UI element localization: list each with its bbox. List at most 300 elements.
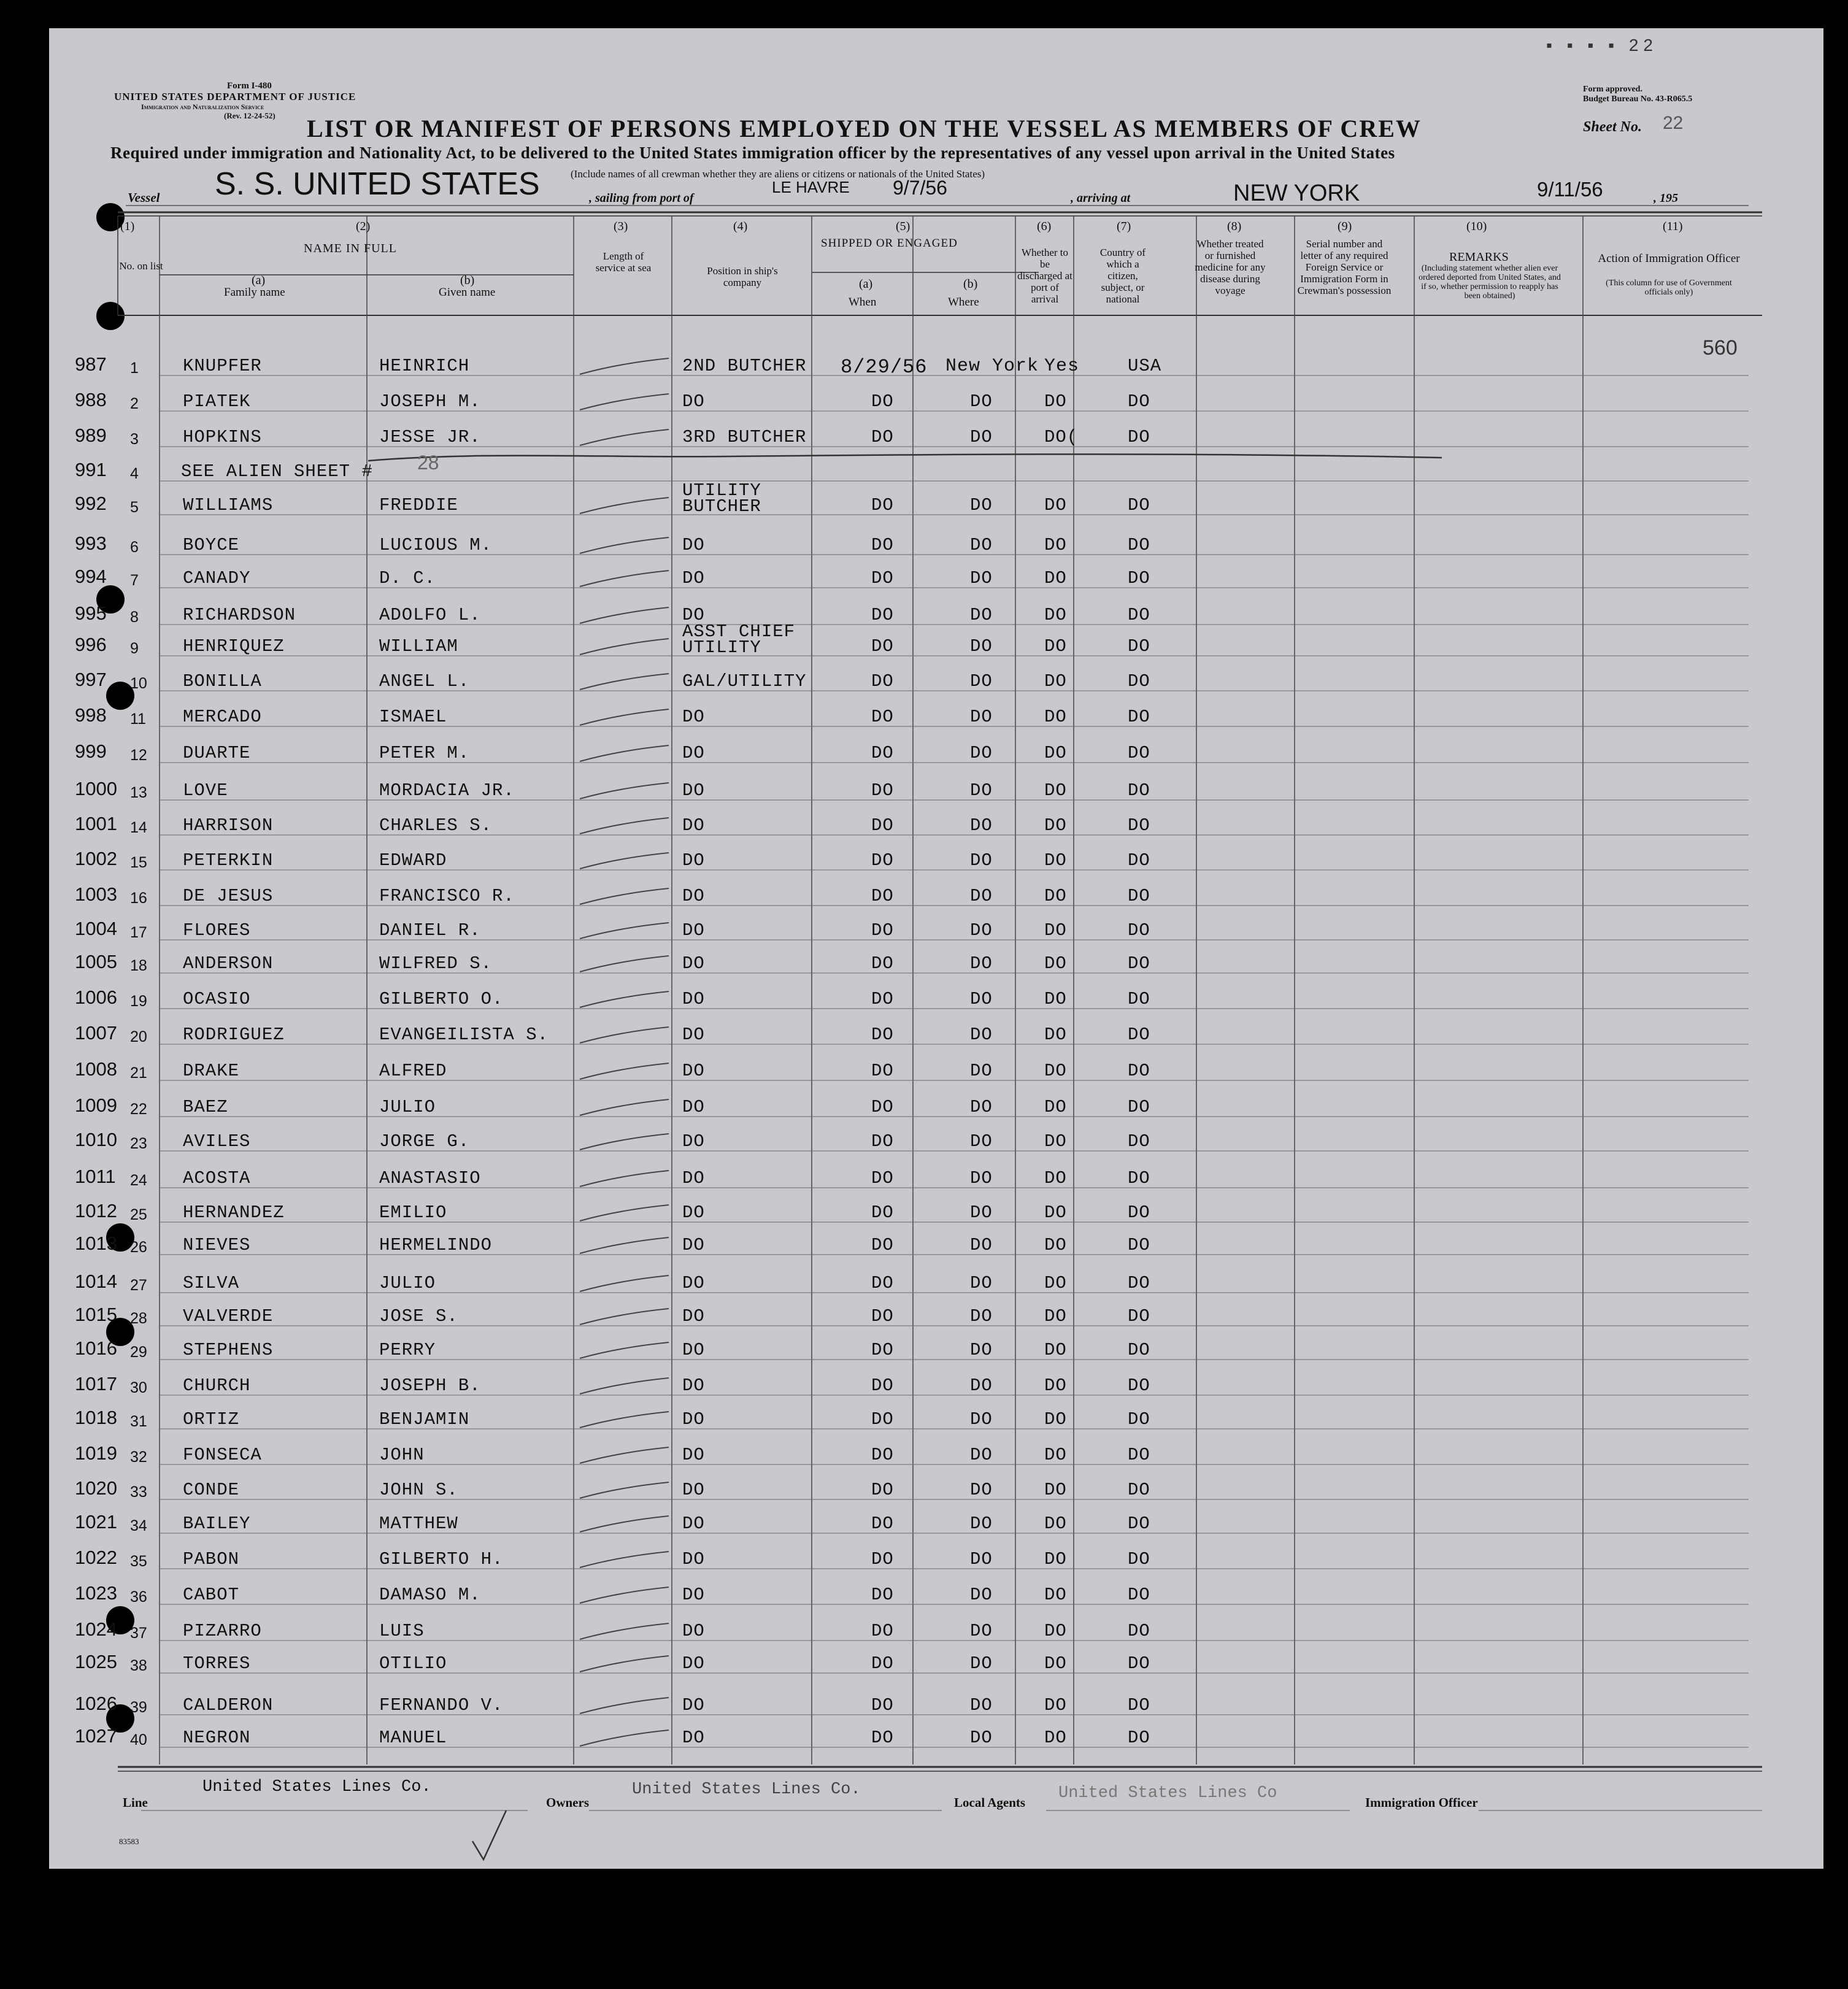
citizenship-country: DO bbox=[1128, 1728, 1150, 1748]
service-tick-mark bbox=[580, 571, 669, 587]
citizenship-country: DO bbox=[1128, 1273, 1150, 1293]
col5-number: (5) bbox=[896, 220, 911, 233]
citizenship-country: DO bbox=[1128, 1409, 1150, 1429]
shipped-when: DO bbox=[871, 1375, 894, 1396]
family-name: PABON bbox=[183, 1549, 240, 1569]
table-grid bbox=[49, 28, 1823, 1869]
position: 2ND BUTCHER bbox=[682, 356, 807, 376]
citizenship-country: DO bbox=[1128, 1168, 1150, 1188]
position: DO bbox=[682, 1306, 705, 1326]
crew-sequence-number: 996 bbox=[75, 634, 107, 655]
discharged-status: DO bbox=[1044, 920, 1067, 941]
given-name: JULIO bbox=[379, 1097, 436, 1117]
service-tick-mark bbox=[580, 1205, 669, 1221]
position: DO bbox=[682, 780, 705, 801]
col5b-letter: (b) bbox=[963, 277, 978, 291]
family-name: SILVA bbox=[183, 1273, 240, 1293]
given-name: DAMASO M. bbox=[379, 1585, 481, 1605]
given-name: D. C. bbox=[379, 568, 436, 588]
given-name: FRANCISCO R. bbox=[379, 886, 515, 906]
discharged-status: DO bbox=[1044, 1025, 1067, 1045]
citizenship-country: DO bbox=[1128, 1097, 1150, 1117]
owners-value: United States Lines Co. bbox=[632, 1780, 861, 1799]
citizenship-country: DO bbox=[1128, 850, 1150, 871]
crew-sequence-number: 1020 bbox=[75, 1477, 117, 1499]
revision-date: (Rev. 12-24-52) bbox=[224, 111, 275, 120]
list-number: 30 bbox=[130, 1379, 147, 1396]
col-header-remarks-note: (Including statement whether alien ever ordered deported from United States, and if so, whether permission to reapply has been obtained) bbox=[1419, 264, 1561, 301]
sailing-label: , sailing from port of bbox=[589, 191, 694, 205]
position: DO bbox=[682, 815, 705, 836]
service-tick-mark bbox=[580, 888, 669, 904]
shipped-where: DO bbox=[970, 1340, 993, 1360]
col-header-position: Position in ship's company bbox=[707, 265, 778, 288]
discharged-status: DO bbox=[1044, 1409, 1067, 1429]
position: DO bbox=[682, 1025, 705, 1045]
year-label: , 195 bbox=[1654, 191, 1678, 205]
service-tick-mark bbox=[580, 1027, 669, 1043]
family-name: LOVE bbox=[183, 780, 228, 801]
list-number: 13 bbox=[130, 784, 147, 801]
shipped-when: DO bbox=[871, 535, 894, 555]
shipped-where: DO bbox=[970, 1202, 993, 1223]
citizenship-country: DO bbox=[1128, 1549, 1150, 1569]
given-name: JOSEPH M. bbox=[379, 391, 481, 412]
discharged-status: DO bbox=[1044, 1168, 1067, 1188]
family-name: ACOSTA bbox=[183, 1168, 251, 1188]
shipped-where: DO bbox=[970, 1375, 993, 1396]
citizenship-country: DO bbox=[1128, 1445, 1150, 1465]
crew-sequence-number: 1007 bbox=[75, 1022, 117, 1044]
service-tick-mark bbox=[580, 1656, 669, 1672]
service-tick-mark bbox=[580, 1730, 669, 1746]
col3-number: (3) bbox=[614, 220, 628, 233]
position: DO bbox=[682, 1653, 705, 1674]
instruction-note: (Include names of all crewman whether they are aliens or citizens or nationals of the United States) bbox=[571, 168, 985, 180]
family-name: WILLIAMS bbox=[183, 495, 274, 515]
position: DO bbox=[682, 707, 705, 727]
given-name: CHARLES S. bbox=[379, 815, 493, 836]
col-header-name: NAME IN FULL bbox=[304, 242, 397, 255]
crew-sequence-number: 997 bbox=[75, 669, 107, 690]
page-title: LIST OR MANIFEST OF PERSONS EMPLOYED ON THE VESSEL AS MEMBERS OF CREW bbox=[307, 115, 1422, 142]
given-name: FERNANDO V. bbox=[379, 1695, 504, 1715]
citizenship-country: DO bbox=[1128, 1061, 1150, 1081]
crew-sequence-number: 992 bbox=[75, 493, 107, 514]
shipped-where: DO bbox=[970, 1306, 993, 1326]
position: DO bbox=[682, 989, 705, 1009]
discharged-status: Yes bbox=[1044, 356, 1080, 377]
discharged-status: DO bbox=[1044, 1585, 1067, 1605]
shipped-where: DO bbox=[970, 671, 993, 691]
list-number: 28 bbox=[130, 1310, 147, 1327]
family-name: ORTIZ bbox=[183, 1409, 240, 1429]
col2b-letter: (b) bbox=[460, 274, 475, 287]
family-name: RICHARDSON bbox=[183, 605, 296, 625]
shipped-when: DO bbox=[871, 1235, 894, 1255]
crew-sequence-number: 1025 bbox=[75, 1651, 117, 1672]
citizenship-country: DO bbox=[1128, 953, 1150, 974]
list-number: 21 bbox=[130, 1064, 147, 1082]
col-header-remarks: REMARKS bbox=[1449, 250, 1509, 264]
citizenship-country: DO bbox=[1128, 1480, 1150, 1500]
shipped-when: DO bbox=[871, 495, 894, 515]
position: DO bbox=[682, 1480, 705, 1500]
given-name: JOHN bbox=[379, 1445, 425, 1465]
service-tick-mark bbox=[580, 1516, 669, 1532]
service-tick-mark bbox=[580, 1342, 669, 1358]
citizenship-country: DO bbox=[1128, 989, 1150, 1009]
service-tick-mark bbox=[580, 1275, 669, 1291]
service-tick-mark bbox=[580, 1552, 669, 1568]
service-tick-mark bbox=[580, 923, 669, 939]
shipped-when: DO bbox=[871, 427, 894, 447]
citizenship-country: DO bbox=[1128, 1202, 1150, 1223]
given-name: JORGE G. bbox=[379, 1131, 470, 1152]
citizenship-country: USA bbox=[1128, 356, 1162, 376]
agents-value: United States Lines Co bbox=[1058, 1784, 1277, 1802]
crew-sequence-number: 1010 bbox=[75, 1129, 117, 1150]
shipped-when: 8/29/56 bbox=[841, 356, 928, 379]
shipped-where: DO bbox=[970, 495, 993, 515]
citizenship-country: DO bbox=[1128, 1235, 1150, 1255]
list-number: 6 bbox=[130, 539, 139, 556]
sheet-number-label: Sheet No. bbox=[1583, 119, 1642, 135]
given-name: ISMAEL bbox=[379, 707, 447, 727]
service-tick-mark bbox=[580, 1587, 669, 1603]
arrival-date: 9/11/56 bbox=[1537, 178, 1603, 201]
crew-sequence-number: 1002 bbox=[75, 848, 117, 869]
shipped-where: New York bbox=[945, 356, 1039, 377]
col2a-letter: (a) bbox=[252, 274, 266, 287]
discharged-status: DO bbox=[1044, 1306, 1067, 1326]
crew-sequence-number: 1009 bbox=[75, 1095, 117, 1116]
service-tick-mark bbox=[580, 358, 669, 374]
given-name: ADOLFO L. bbox=[379, 605, 481, 625]
officer-mark: 560 bbox=[1703, 336, 1738, 360]
shipped-where: DO bbox=[970, 1273, 993, 1293]
shipped-when: DO bbox=[871, 636, 894, 656]
crew-sequence-number: 994 bbox=[75, 566, 107, 587]
shipped-where: DO bbox=[970, 780, 993, 801]
given-name: GILBERTO O. bbox=[379, 989, 504, 1009]
shipped-when: DO bbox=[871, 1306, 894, 1326]
list-number: 10 bbox=[130, 675, 147, 692]
owners-label: Owners bbox=[546, 1795, 589, 1810]
family-name: AVILES bbox=[183, 1131, 251, 1152]
discharged-status: DO bbox=[1044, 535, 1067, 555]
list-number: 12 bbox=[130, 747, 147, 764]
family-name: CANADY bbox=[183, 568, 251, 588]
col-header-when: When bbox=[849, 296, 877, 309]
family-name: HENRIQUEZ bbox=[183, 636, 285, 656]
citizenship-country: DO bbox=[1128, 1131, 1150, 1152]
shipped-where: DO bbox=[970, 953, 993, 974]
crew-sequence-number: 1012 bbox=[75, 1200, 117, 1221]
family-name: CONDE bbox=[183, 1480, 240, 1500]
list-number: 24 bbox=[130, 1172, 147, 1189]
citizenship-country: DO bbox=[1128, 707, 1150, 727]
family-name: STEPHENS bbox=[183, 1340, 274, 1360]
shipped-where: DO bbox=[970, 605, 993, 625]
shipped-where: DO bbox=[970, 1514, 993, 1534]
crew-sequence-number: 1019 bbox=[75, 1442, 117, 1464]
given-name: WILFRED S. bbox=[379, 953, 493, 974]
shipped-when: DO bbox=[871, 391, 894, 412]
shipped-when: DO bbox=[871, 1514, 894, 1534]
citizenship-country: DO bbox=[1128, 391, 1150, 412]
col-header-discharged: Whether to be discharged at port of arrival bbox=[1017, 247, 1072, 305]
family-name: BOYCE bbox=[183, 535, 240, 555]
family-name: CHURCH bbox=[183, 1375, 251, 1396]
col1-number: (1) bbox=[120, 220, 135, 233]
list-number: 14 bbox=[130, 819, 147, 836]
citizenship-country: DO bbox=[1128, 568, 1150, 588]
shipped-where: DO bbox=[970, 1061, 993, 1081]
service-tick-mark bbox=[580, 394, 669, 410]
list-number: 23 bbox=[130, 1135, 147, 1152]
given-name: LUCIOUS M. bbox=[379, 535, 493, 555]
citizenship-country: DO bbox=[1128, 1695, 1150, 1715]
discharged-status: DO bbox=[1044, 780, 1067, 801]
shipped-when: DO bbox=[871, 1168, 894, 1188]
citizenship-country: DO bbox=[1128, 427, 1150, 447]
shipped-where: DO bbox=[970, 1480, 993, 1500]
given-name: OTILIO bbox=[379, 1653, 447, 1674]
position: ASST CHIEF UTILITY bbox=[682, 621, 796, 658]
col-header-shipped: SHIPPED OR ENGAGED bbox=[821, 237, 958, 250]
citizenship-country: DO bbox=[1128, 1621, 1150, 1641]
crew-sequence-number: 1005 bbox=[75, 951, 117, 972]
list-number: 33 bbox=[130, 1483, 147, 1501]
given-name: MANUEL bbox=[379, 1728, 447, 1748]
position: DO bbox=[682, 1514, 705, 1534]
service-tick-mark bbox=[580, 991, 669, 1007]
print-code: 83583 bbox=[119, 1837, 139, 1846]
given-name: MATTHEW bbox=[379, 1514, 458, 1534]
list-number: 34 bbox=[130, 1517, 147, 1534]
list-number: 11 bbox=[130, 710, 146, 728]
citizenship-country: DO bbox=[1128, 743, 1150, 763]
position: DO bbox=[682, 535, 705, 555]
crew-sequence-number: 1014 bbox=[75, 1271, 117, 1292]
shipped-when: DO bbox=[871, 780, 894, 801]
discharged-status: DO bbox=[1044, 1695, 1067, 1715]
position: DO bbox=[682, 1097, 705, 1117]
family-name: RODRIGUEZ bbox=[183, 1025, 285, 1045]
shipped-where: DO bbox=[970, 1728, 993, 1748]
discharged-status: DO bbox=[1044, 1480, 1067, 1500]
list-number: 4 bbox=[130, 465, 139, 482]
arrival-port: NEW YORK bbox=[1233, 180, 1360, 206]
position: DO bbox=[682, 1202, 705, 1223]
position: DO bbox=[682, 1340, 705, 1360]
shipped-where: DO bbox=[970, 989, 993, 1009]
discharged-status: DO bbox=[1044, 886, 1067, 906]
crew-sequence-number: 988 bbox=[75, 389, 107, 410]
given-name: ALFRED bbox=[379, 1061, 447, 1081]
crew-sequence-number: 1021 bbox=[75, 1511, 117, 1533]
discharged-status: DO bbox=[1044, 1340, 1067, 1360]
family-name: HARRISON bbox=[183, 815, 274, 836]
position: DO bbox=[682, 391, 705, 412]
officer-label: Immigration Officer bbox=[1365, 1795, 1478, 1810]
shipped-where: DO bbox=[970, 391, 993, 412]
given-name: ANASTASIO bbox=[379, 1168, 481, 1188]
crew-sequence-number: 991 bbox=[75, 459, 107, 480]
list-number: 2 bbox=[130, 395, 139, 412]
alien-sheet-reference: 28 bbox=[417, 452, 439, 474]
col-header-length: Length of service at sea bbox=[595, 250, 652, 274]
col8-number: (8) bbox=[1227, 220, 1242, 233]
shipped-where: DO bbox=[970, 1409, 993, 1429]
crew-sequence-number: 1006 bbox=[75, 987, 117, 1008]
col-header-action: Action of Immigration Officer bbox=[1598, 252, 1740, 265]
service-tick-mark bbox=[580, 709, 669, 725]
position: DO bbox=[682, 1409, 705, 1429]
discharged-status: DO( bbox=[1044, 427, 1079, 447]
service-tick-mark bbox=[580, 1378, 669, 1394]
discharged-status: DO bbox=[1044, 1653, 1067, 1674]
citizenship-country: DO bbox=[1128, 1653, 1150, 1674]
position: DO bbox=[682, 1445, 705, 1465]
given-name: JOSE S. bbox=[379, 1306, 458, 1326]
service-tick-mark bbox=[580, 1237, 669, 1253]
list-number: 40 bbox=[130, 1731, 147, 1749]
shipped-when: DO bbox=[871, 605, 894, 625]
position: DO bbox=[682, 1273, 705, 1293]
shipped-where: DO bbox=[970, 427, 993, 447]
citizenship-country: DO bbox=[1128, 636, 1150, 656]
col10-number: (10) bbox=[1466, 220, 1487, 233]
shipped-when: DO bbox=[871, 1340, 894, 1360]
discharged-status: DO bbox=[1044, 1097, 1067, 1117]
col-header-medicine: Whether treated or furnished medicine for any disease during voyage bbox=[1195, 238, 1266, 296]
given-name: FREDDIE bbox=[379, 495, 458, 515]
position: DO bbox=[682, 1585, 705, 1605]
position: DO bbox=[682, 1621, 705, 1641]
shipped-when: DO bbox=[871, 671, 894, 691]
family-name: DRAKE bbox=[183, 1061, 240, 1081]
discharged-status: DO bbox=[1044, 743, 1067, 763]
line-label: Line bbox=[123, 1795, 148, 1810]
discharged-status: DO bbox=[1044, 707, 1067, 727]
shipped-where: DO bbox=[970, 1653, 993, 1674]
crew-sequence-number: 998 bbox=[75, 704, 107, 726]
shipped-where: DO bbox=[970, 886, 993, 906]
service-name: Immigration and Naturalization Service bbox=[141, 102, 264, 111]
citizenship-country: DO bbox=[1128, 1375, 1150, 1396]
crew-sequence-number: 1015 bbox=[75, 1304, 117, 1325]
shipped-where: DO bbox=[970, 1445, 993, 1465]
shipped-when: DO bbox=[871, 1480, 894, 1500]
discharged-status: DO bbox=[1044, 850, 1067, 871]
shipped-where: DO bbox=[970, 743, 993, 763]
list-number: 32 bbox=[130, 1448, 147, 1466]
discharged-status: DO bbox=[1044, 1728, 1067, 1748]
shipped-when: DO bbox=[871, 568, 894, 588]
given-name: EMILIO bbox=[379, 1202, 447, 1223]
crew-sequence-number: 1026 bbox=[75, 1693, 117, 1714]
family-name: PIATEK bbox=[183, 391, 251, 412]
crew-sequence-number: 1018 bbox=[75, 1407, 117, 1428]
list-number: 7 bbox=[130, 572, 139, 589]
family-name: KNUPFER bbox=[183, 356, 262, 376]
position: DO bbox=[682, 568, 705, 588]
crew-sequence-number: 989 bbox=[75, 425, 107, 446]
position: DO bbox=[682, 1131, 705, 1152]
list-number: 35 bbox=[130, 1553, 147, 1570]
crew-sequence-number: 995 bbox=[75, 602, 107, 624]
family-name: HOPKINS bbox=[183, 427, 262, 447]
shipped-where: DO bbox=[970, 920, 993, 941]
family-name: HERNANDEZ bbox=[183, 1202, 285, 1223]
position: UTILITY BUTCHER bbox=[682, 480, 761, 517]
shipped-when: DO bbox=[871, 886, 894, 906]
shipped-where: DO bbox=[970, 1131, 993, 1152]
list-number: 27 bbox=[130, 1277, 147, 1294]
given-name: DANIEL R. bbox=[379, 920, 481, 941]
given-name: HERMELINDO bbox=[379, 1235, 493, 1255]
given-name: JESSE JR. bbox=[379, 427, 481, 447]
given-name: JULIO bbox=[379, 1273, 436, 1293]
budget-bureau-number: Budget Bureau No. 43-R065.5 bbox=[1583, 94, 1693, 104]
agents-label: Local Agents bbox=[954, 1795, 1026, 1810]
position: DO bbox=[682, 1695, 705, 1715]
family-name: BAEZ bbox=[183, 1097, 228, 1117]
list-number: 9 bbox=[130, 640, 139, 657]
shipped-when: DO bbox=[871, 1621, 894, 1641]
service-tick-mark bbox=[580, 1063, 669, 1079]
shipped-where: DO bbox=[970, 535, 993, 555]
list-number: 8 bbox=[130, 609, 139, 626]
service-tick-mark bbox=[580, 498, 669, 514]
shipped-where: DO bbox=[970, 1585, 993, 1605]
service-tick-mark bbox=[580, 1099, 669, 1115]
shipped-where: DO bbox=[970, 1621, 993, 1641]
crew-sequence-number: 999 bbox=[75, 741, 107, 762]
service-tick-mark bbox=[580, 429, 669, 445]
shipped-when: DO bbox=[871, 1653, 894, 1674]
service-tick-mark bbox=[580, 607, 669, 623]
position: DO bbox=[682, 886, 705, 906]
position: DO bbox=[682, 1549, 705, 1569]
citizenship-country: DO bbox=[1128, 1025, 1150, 1045]
family-name: DE JESUS bbox=[183, 886, 274, 906]
shipped-when: DO bbox=[871, 989, 894, 1009]
manifest-sheet bbox=[49, 28, 1823, 1869]
family-name: TORRES bbox=[183, 1653, 251, 1674]
list-number: 5 bbox=[130, 499, 139, 516]
list-number: 17 bbox=[130, 924, 147, 941]
crew-sequence-number: 1016 bbox=[75, 1337, 117, 1359]
shipped-when: DO bbox=[871, 707, 894, 727]
family-name: BONILLA bbox=[183, 671, 262, 691]
department-name: UNITED STATES DEPARTMENT OF JUSTICE bbox=[114, 91, 356, 102]
form-number: Form I-480 bbox=[227, 81, 272, 91]
list-number: 29 bbox=[130, 1344, 147, 1361]
family-name: VALVERDE bbox=[183, 1306, 274, 1326]
discharged-status: DO bbox=[1044, 1621, 1067, 1641]
shipped-when: DO bbox=[871, 1728, 894, 1748]
service-tick-mark bbox=[580, 1134, 669, 1150]
list-number: 39 bbox=[130, 1699, 147, 1716]
position: 3RD BUTCHER bbox=[682, 427, 807, 447]
family-name: BAILEY bbox=[183, 1514, 251, 1534]
citizenship-country: DO bbox=[1128, 1514, 1150, 1534]
service-tick-mark bbox=[580, 1623, 669, 1639]
family-name: CABOT bbox=[183, 1585, 240, 1605]
